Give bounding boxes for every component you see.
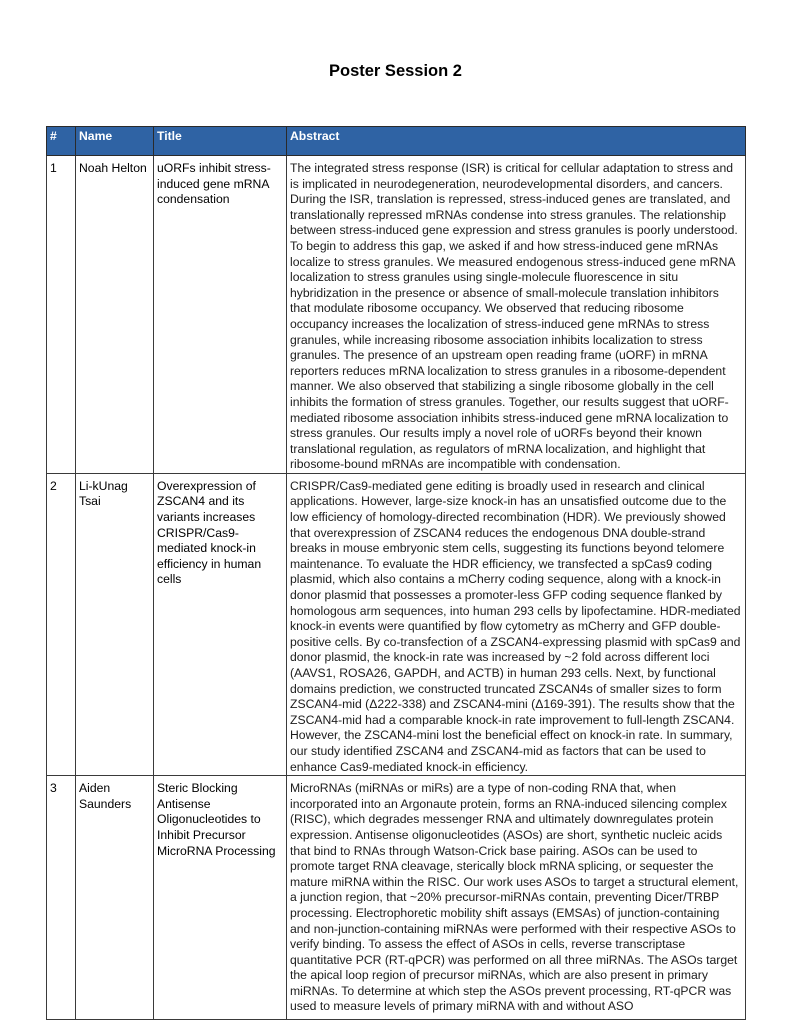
poster-number: 3 bbox=[47, 776, 76, 1020]
poster-title: uORFs inhibit stress-induced gene mRNA condensation bbox=[154, 156, 287, 474]
poster-title: Steric Blocking Antisense Oligonucleotides to Inhibit Precursor MicroRNA Processing bbox=[154, 776, 287, 1020]
poster-abstract: MicroRNAs (miRNAs or miRs) are a type of non-coding RNA that, when incorporated into an Argonaute protein, forms an RNA-induced silencing complex (RISC), which degrades messenger RNA and ultimately downregulates protein expression. Antisense oligonucleotides (ASOs) are short, synthetic nucleic acids that bind to RNAs through Watson-Crick base pairing. ASOs can be used to promote target RNA cleavage, sterically block mRNA splicing, or sequester the mature miRNA within the RISC. Our work uses ASOs to target a structural element, a junction region, that ~20% precursor-miRNAs contain, preventing Dicer/TRBP processing. Electrophoretic mobility shift assays (EMSAs) of junction-containing and non-junction-containing miRNAs were performed with their respective ASOs to verify binding. To assess the effect of ASOs in cells, reverse transcriptase quantitative PCR (RT-qPCR) was performed on all three miRNAs. The ASOs target the apical loop region of precursor miRNAs, which are also present in primary miRNAs. To determine at which step the ASOs prevent processing, RT-qPCR was used to measure levels of primary miRNA with and without ASO bbox=[287, 776, 746, 1020]
poster-number: 1 bbox=[47, 156, 76, 474]
poster-abstract: The integrated stress response (ISR) is critical for cellular adaptation to stress and is implicated in neurodegeneration, neurodevelopmental disorders, and cancers. During the ISR, translation is repressed, stress-induced genes are translated, and translationally repressed mRNAs condense into stress granules. The relationship between stress-induced gene expression and stress granules is poorly understood. To begin to address this gap, we asked if and how stress-induced gene mRNAs localize to stress granules. We measured endogenous stress-induced gene mRNA localization to stress granules using single-molecule fluorescence in situ hybridization in the presence or absence of small-molecule translation inhibitors that modulate ribosome occupancy. We observed that reducing ribosome occupancy increases the localization of stress-induced gene mRNAs to stress granules, while increasing ribosome association inhibits localization to stress granules. The presence of an upstream open reading frame (uORF) in mRNA reporters reduces mRNA localization to stress granules in a ribosome-dependent manner. We also observed that stabilizing a single ribosome globally in the cell inhibits the formation of stress granules. Together, our results suggest that uORF-mediated ribosome association inhibits stress-induced gene mRNA localization to stress granules. Our results imply a novel role of uORFs beyond their known translational regulation, as regulators of mRNA localization, and highlight that ribosome-bound mRNAs are incompatible with condensation. bbox=[287, 156, 746, 474]
presenter-name: Li-kUnag Tsai bbox=[76, 473, 154, 775]
table-row bbox=[47, 473, 746, 775]
poster-session-table bbox=[46, 126, 746, 1020]
poster-number: 2 bbox=[47, 473, 76, 775]
page-title: Poster Session 2 bbox=[329, 62, 462, 80]
column-header-number: # bbox=[47, 127, 76, 156]
column-header-abstract: Abstract bbox=[287, 127, 746, 156]
poster-title: Overexpression of ZSCAN4 and its variants increases CRISPR/Cas9-mediated knock-in efficiency in human cells bbox=[154, 473, 287, 775]
table-row bbox=[47, 776, 746, 1020]
presenter-name: Noah Helton bbox=[76, 156, 154, 474]
column-header-name: Name bbox=[76, 127, 154, 156]
table-row bbox=[47, 156, 746, 474]
poster-abstract: CRISPR/Cas9-mediated gene editing is broadly used in research and clinical applications. However, large-size knock-in has an unsatisfied outcome due to the low efficiency of homology-directed recombination (HDR). We previously showed that overexpression of ZSCAN4 reduces the endogenous DNA double-strand breaks in mouse embryonic stem cells, suggesting its functions beyond telomere maintenance. To evaluate the HDR efficiency, we transfected a spCas9 coding plasmid, which also contains a mCherry coding sequence, along with a knock-in donor plasmid that possesses a promoter-less GFP coding sequence flanked by homologous arm sequences, into human 293 cells by lipofectamine. HDR-mediated knock-in events were quantified by flow cytometry as mCherry and GFP double-positive cells. By co-transfection of a ZSCAN4-expressing plasmid with spCas9 and donor plasmid, the knock-in rate was increased by ~2 fold across different loci (AAVS1, ROSA26, GAPDH, and ACTB) in human 293 cells. Next, by functional domains prediction, we constructed truncated ZSCAN4s of smaller sizes to form ZSCAN4-mid (Δ222-338) and ZSCAN4-mini (Δ169-391). The results show that the ZSCAN4-mid had a comparable knock-in rate improvement to full-length ZSCAN4. However, the ZSCAN4-mini lost the beneficial effect on knock-in rate. In summary, our study identified ZSCAN4 and ZSCAN4-mid as factors that can be used to enhance Cas9-mediated knock-in efficiency. bbox=[287, 473, 746, 775]
column-header-title: Title bbox=[154, 127, 287, 156]
presenter-name: Aiden Saunders bbox=[76, 776, 154, 1020]
table-header-row bbox=[47, 127, 746, 156]
